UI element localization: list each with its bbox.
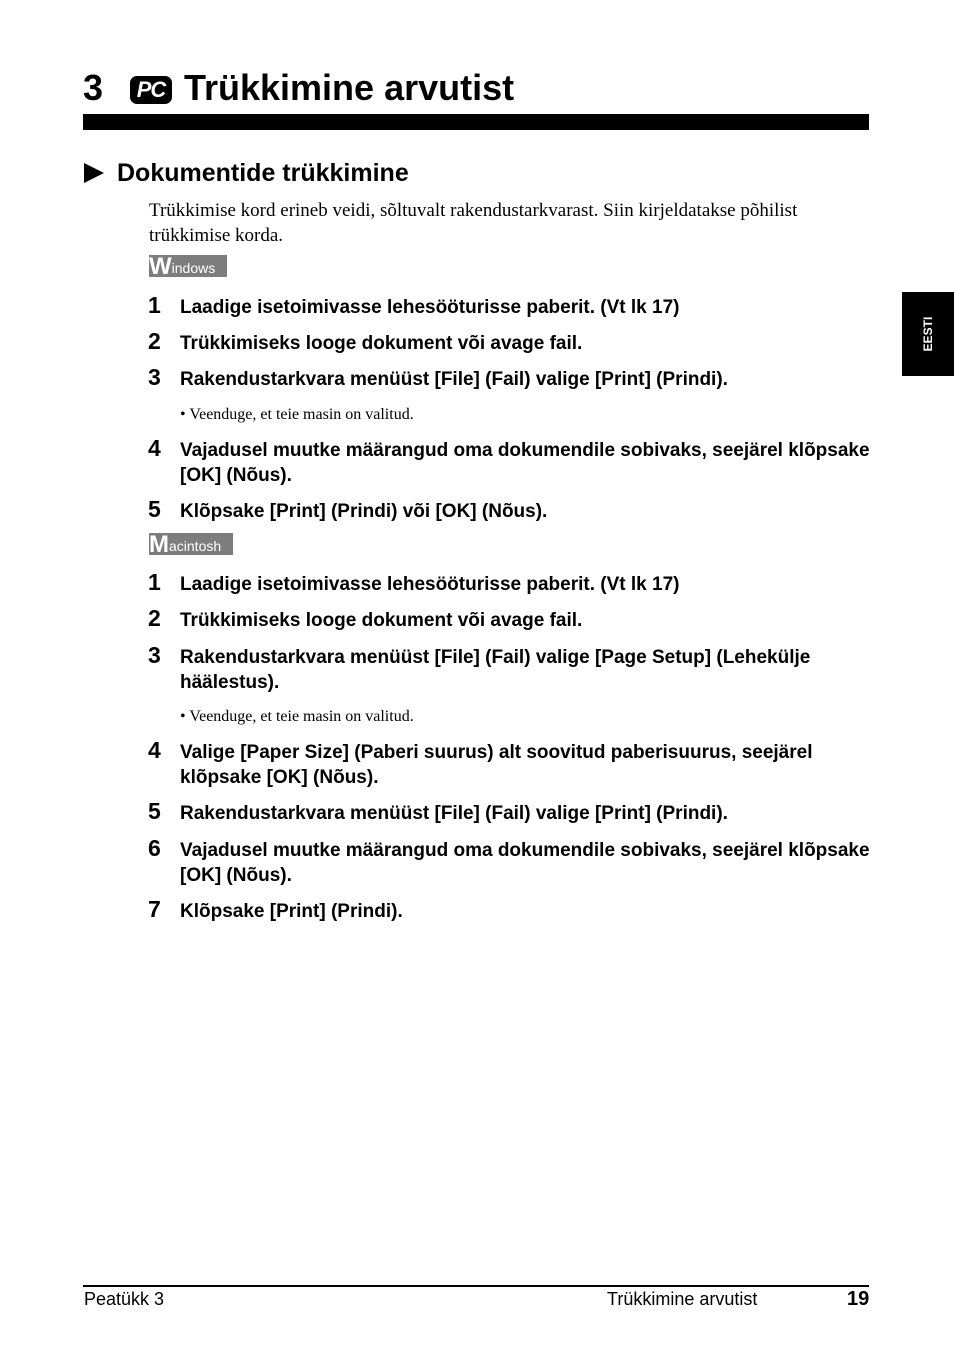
windows-label-rest: indows (171, 260, 216, 276)
windows-step-text: Rakendustarkvara menüüst [File] (Fail) valige [Print] (Prindi). (180, 369, 728, 390)
mac-step-text: Vajadusel muutke määrangud oma dokumendile sobivaks, seejärel klõpsake [OK] (Nõus). (180, 840, 870, 886)
heading-rule (83, 114, 869, 130)
windows-step-text: Klõpsake [Print] (Prindi) või [OK] (Nõus). (180, 501, 548, 522)
mac-step-text: Trükkimiseks looge dokument või avage fail. (180, 610, 583, 631)
macintosh-label (149, 533, 233, 555)
footer-chapter: Peatükk 3 (84, 1289, 165, 1309)
mac-step-number: 6 (148, 835, 161, 861)
windows-note: • Veenduge, et teie masin on valitud. (180, 406, 414, 423)
chapter-number: 3 (83, 67, 104, 108)
windows-step-text: Trükkimiseks looge dokument või avage fail. (180, 333, 583, 354)
mac-step-number: 7 (148, 896, 161, 922)
mac-step-text: Laadige isetoimivasse lehesööturisse paberit. (Vt lk 17) (180, 574, 680, 595)
language-tab (902, 292, 954, 376)
section-title: Dokumentide trükkimine (117, 159, 409, 187)
triangle-bullet-icon (84, 163, 104, 183)
mac-step-number: 5 (148, 798, 161, 824)
intro-paragraph: Trükkimise kord erineb veidi, sõltuvalt rakendustarkvarast. Siin kirjeldatakse põhilist trükkimise korda. (149, 200, 798, 246)
mac-step-number: 3 (148, 642, 161, 668)
mac-step-number: 4 (148, 737, 161, 763)
chapter-title: Trükkimine arvutist (184, 67, 515, 108)
windows-step-number: 2 (148, 328, 161, 354)
macintosh-label-rest: acintosh (169, 538, 222, 554)
mac-step-number: 1 (148, 569, 161, 595)
footer-title: Trükkimine arvutist (607, 1289, 758, 1309)
windows-step-number: 5 (148, 496, 161, 522)
windows-step-number: 1 (148, 292, 161, 318)
page-number: 19 (847, 1288, 870, 1310)
mac-note: • Veenduge, et teie masin on valitud. (180, 708, 414, 725)
mac-step-text: Rakendustarkvara menüüst [File] (Fail) valige [Page Setup] (Lehekülje häälestus). (180, 647, 811, 693)
mac-step-number: 2 (148, 605, 161, 631)
macintosh-label-initial: M (149, 533, 169, 555)
windows-label (149, 255, 227, 277)
language-tab-label: EESTI (921, 316, 935, 352)
windows-step-number: 4 (148, 435, 161, 461)
mac-step-text: Klõpsake [Print] (Prindi). (180, 901, 403, 922)
pc-icon: PC (130, 76, 172, 104)
windows-step-text: Laadige isetoimivasse lehesööturisse paberit. (Vt lk 17) (180, 297, 680, 318)
footer-rule (83, 1285, 869, 1287)
mac-step-text: Valige [Paper Size] (Paberi suurus) alt soovitud paberisuurus, seejärel klõpsake [OK] (Nõus). (180, 742, 813, 788)
windows-step-text: Vajadusel muutke määrangud oma dokumendile sobivaks, seejärel klõpsake [OK] (Nõus). (180, 440, 870, 486)
windows-step-number: 3 (148, 364, 161, 390)
windows-label-initial: W (149, 255, 172, 277)
mac-step-text: Rakendustarkvara menüüst [File] (Fail) valige [Print] (Prindi). (180, 803, 728, 824)
